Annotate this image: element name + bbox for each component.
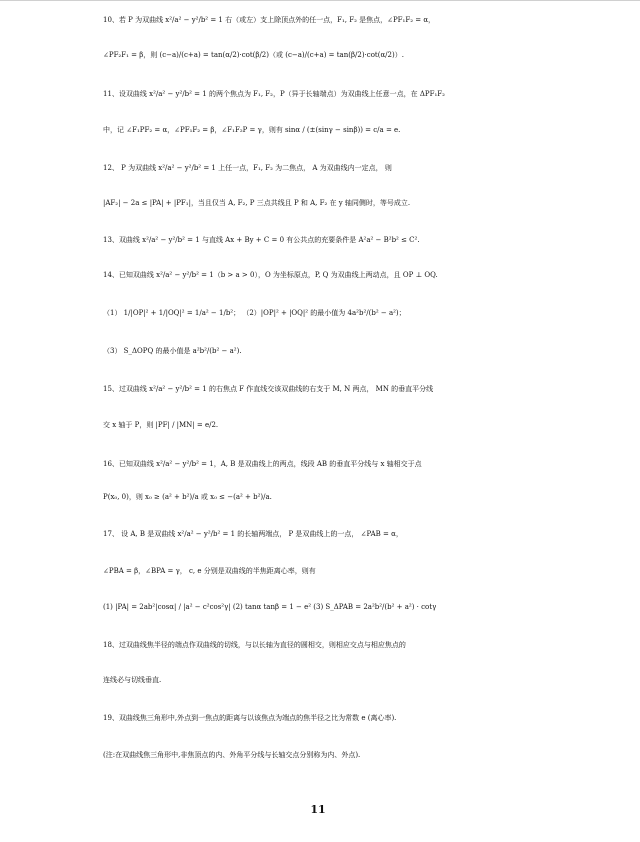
item-16-line-2: P(x₀, 0)，则 x₀ ≥ (a² + b²)/a 或 x₀ ≤ −(a² + b²)/a. xyxy=(103,493,272,501)
item-15-line-2: 交 x 轴于 P，则 |PF| / |MN| = e/2. xyxy=(103,421,219,429)
item-10-line-2: ∠PF₂F₁ = β，则 (c−a)/(c+a) = tan(α/2)·cot(β/2)（或 (c−a)/(c+a) = tan(β/2)·cot(α/2)）. xyxy=(103,51,404,59)
item-10-line-1: 10、若 P 为双曲线 x²/a² − y²/b² = 1 右（或左）支上除顶点外的任一点，F₁, F₂ 是焦点，∠PF₁F₂ = α， xyxy=(103,16,436,24)
page-number: 11 xyxy=(310,803,326,816)
item-17-line-1: 17、 设 A, B 是双曲线 x²/a² − y²/b² = 1 的长轴两端点， P 是双曲线上的一点， ∠PAB = α， xyxy=(103,530,403,538)
item-13-line-1: 13、双曲线 x²/a² − y²/b² = 1 与直线 Ax + By + C = 0 有公共点的充要条件是 A²a² − B²b² ≤ C². xyxy=(103,236,420,244)
item-11-line-1: 11、设双曲线 x²/a² − y²/b² = 1 的两个焦点为 F₁, F₂，P（异于长轴端点）为双曲线上任意一点，在 ΔPF₁F₂ xyxy=(103,90,445,98)
item-15-line-1: 15、过双曲线 x²/a² − y²/b² = 1 的右焦点 F 作直线交该双曲线的右支于 M, N 两点， MN 的垂直平分线 xyxy=(103,385,434,393)
item-19-line-1: 19、双曲线焦三角形中,外点到一焦点的距离与以该焦点为端点的焦半径之比为常数 e (离心率). xyxy=(103,714,397,722)
item-16-line-1: 16、已知双曲线 x²/a² − y²/b² = 1，A, B 是双曲线上的两点，线段 AB 的垂直平分线与 x 轴相交于点 xyxy=(103,460,422,468)
item-17-line-2: ∠PBA = β，∠BPA = γ， c, e 分别是双曲线的半焦距离心率，则有 xyxy=(103,567,316,575)
item-14-line-3: （3） S_ΔOPQ 的最小值是 a²b²/(b² − a²). xyxy=(103,347,242,355)
item-12-line-1: 12、 P 为双曲线 x²/a² − y²/b² = 1 上任一点，F₁, F₂ 为二焦点， A 为双曲线内一定点， 则 xyxy=(103,164,392,172)
top-rule xyxy=(0,0,640,1)
item-18-line-2: 连线必与切线垂直. xyxy=(103,676,162,684)
item-19-line-2: (注:在双曲线焦三角形中,非焦顶点的内、外角平分线与长轴交点分别称为内、外点). xyxy=(103,751,361,759)
item-11-line-2: 中，记 ∠F₁PF₂ = α，∠PF₁F₂ = β，∠F₁F₂P = γ，则有 sinα / (±(sinγ − sinβ)) = c/a = e. xyxy=(103,126,401,134)
item-12-line-2: |AF₂| − 2a ≤ |PA| + |PF₁|，当且仅当 A, F₂, P 三点共线且 P 和 A, F₂ 在 y 轴同侧时，等号成立. xyxy=(103,199,411,207)
item-14-line-1: 14、已知双曲线 x²/a² − y²/b² = 1（b > a > 0），O 为坐标原点，P, Q 为双曲线上两动点，且 OP ⊥ OQ. xyxy=(103,271,438,279)
item-17-line-3: (1) |PA| = 2ab²|cosα| / |a² − c²cos²γ| (2) tanα tanβ = 1 − e² (3) S_ΔPAB = 2a²b²/(b² + a²) · cotγ xyxy=(103,603,437,611)
item-14-line-2: （1） 1/|OP|² + 1/|OQ|² = 1/a² − 1/b²； （2）|OP|² + |OQ|² 的最小值为 4a²b²/(b² − a²)； xyxy=(103,309,406,317)
item-18-line-1: 18、过双曲线焦半径的端点作双曲线的切线，与以长轴为直径的圆相交，则相应交点与相应焦点的 xyxy=(103,641,406,649)
